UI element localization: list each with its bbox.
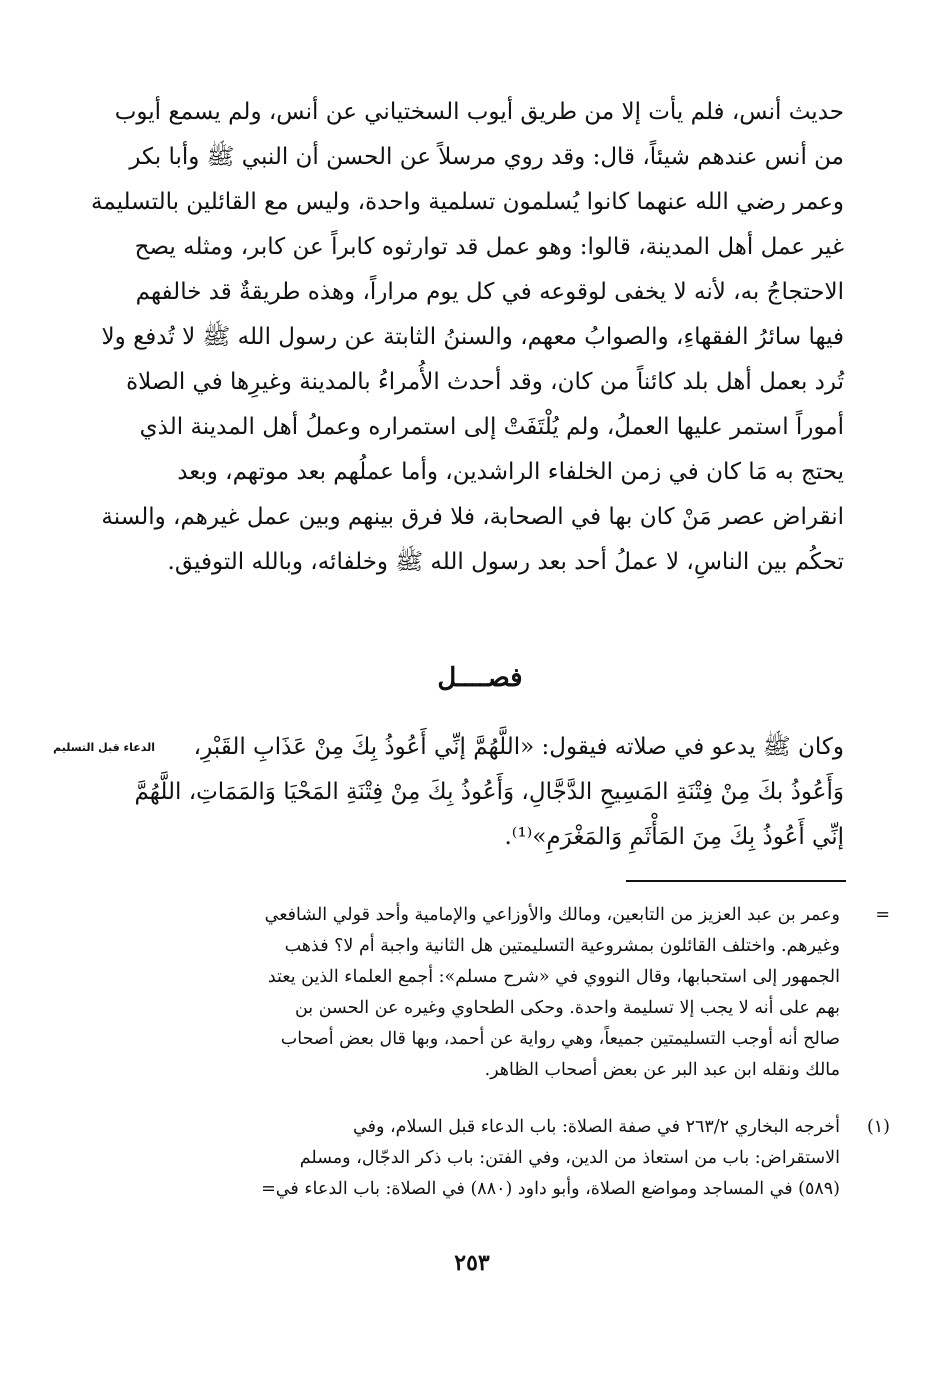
- text-line: تُرد بعمل أهل بلد كائناً من كان، وقد أحدث الأُمراءُ بالمدينة وغيرِها في الصلاة: [126, 369, 844, 395]
- footnote-line: الجمهور إلى استحبابها، وقال النووي في «شرح مسلم»: أجمع العلماء الذين يعتد: [267, 967, 840, 987]
- text-line: وكان ﷺ يدعو في صلاته فيقول: «اللَّهُمَّ إنِّي أَعُوذُ بِكَ مِنْ عَذَابِ القَبْرِ،: [193, 734, 844, 760]
- main-paragraph-1: [90, 90, 844, 585]
- footnote-marker: =: [875, 905, 890, 925]
- footnote-marker: (١): [866, 1117, 890, 1137]
- text-line: الاحتجاجُ به، لأنه لا يخفى لوقوعه في كل يوم مراراً، وهذه طريقةٌ قد خالفهم: [135, 279, 844, 305]
- text-line: من أنس عندهم شيئاً، قال: وقد روي مرسلاً عن الحسن أن النبي ﷺ وأبا بكر: [129, 144, 844, 170]
- footnote-divider: [626, 880, 846, 882]
- footnote-line: مالك ونقله ابن عبد البر عن بعض أصحاب الظاهر.: [484, 1060, 840, 1080]
- text-line: حديث أنس، فلم يأت إلا من طريق أيوب السختياني عن أنس، ولم يسمع أيوب: [114, 99, 844, 125]
- text-line: إنِّي أَعُوذُ بِكَ مِنَ المَأْثَمِ وَالمَغْرَمِ»⁽¹⁾.: [504, 824, 844, 850]
- footnote-1: [178, 1112, 890, 1205]
- main-paragraph-2: [134, 725, 844, 860]
- text-line: أموراً استمر عليها العملُ، ولم يُلْتَفَتْ إلى استمراره وعملُ أهل المدينة الذي: [139, 414, 844, 440]
- footnote-line: وعمر بن عبد العزيز من التابعين، ومالك والأوزاعي والإمامية وأحد قولي الشافعي: [264, 905, 840, 925]
- footnote-line: الاستقراض: باب من استعاذ من الدين، وفي الفتن: باب ذكر الدجّال، ومسلم: [299, 1148, 840, 1168]
- page-number: ٢٥٣: [454, 1250, 490, 1276]
- footnote-line: أخرجه البخاري ٢٦٣/٢ في صفة الصلاة: باب الدعاء قبل السلام، وفي: [353, 1117, 840, 1137]
- footnote-continuation: [178, 900, 890, 1086]
- text-line: وعمر رضي الله عنهما كانوا يُسلمون تسلمية واحدة، وليس مع القائلين بالتسليمة: [90, 189, 844, 215]
- section-title: فصــــل: [437, 663, 523, 693]
- text-line: فيها سائرُ الفقهاءِ، والصوابُ معهم، والسننُ الثابتة عن رسول الله ﷺ لا تُدفع ولا: [101, 324, 844, 350]
- footnote-line: بهم على أنه لا يجب إلا تسليمة واحدة. وحكى الطحاوي وغيره عن الحسن بن: [294, 998, 840, 1018]
- footnote-line: (٥٨٩) في المساجد ومواضع الصلاة، وأبو داود (٨٨٠) في الصلاة: باب الدعاء في=: [261, 1179, 840, 1199]
- text-line: وَأَعُوذُ بكَ مِنْ فِتْنَةِ المَسِيحِ الدَّجَّالِ، وَأَعُوذُ بِكَ مِنْ فِتْنَةِ المَحْيَا وَالمَمَاتِ، اللَّهُمَّ: [134, 779, 844, 805]
- footnote-line: وغيرهم. واختلف القائلون بمشروعية التسليمتين هل الثانية واجبة أم لا؟ فذهب: [284, 936, 840, 956]
- text-line: غير عمل أهل المدينة، قالوا: وهو عمل قد توارثوه كابراً عن كابر، ومثله يصح: [134, 234, 844, 260]
- text-line: انقراض عصر مَنْ كان بها في الصحابة، فلا فرق بينهم وبين عمل غيرهم، والسنة: [101, 504, 844, 530]
- text-line: تحكُم بين الناسِ، لا عملُ أحد بعد رسول الله ﷺ وخلفائه، وبالله التوفيق.: [167, 549, 844, 575]
- text-line: يحتج به مَا كان في زمن الخلفاء الراشدين، وأما عملُهم بعد موتهم، وبعد: [177, 459, 844, 485]
- margin-note: الدعاء قبل التسليم: [53, 741, 155, 754]
- footnote-line: صالح أنه أوجب التسليمتين جميعاً، وهي رواية عن أحمد، وبها قال بعض أصحاب: [280, 1029, 840, 1049]
